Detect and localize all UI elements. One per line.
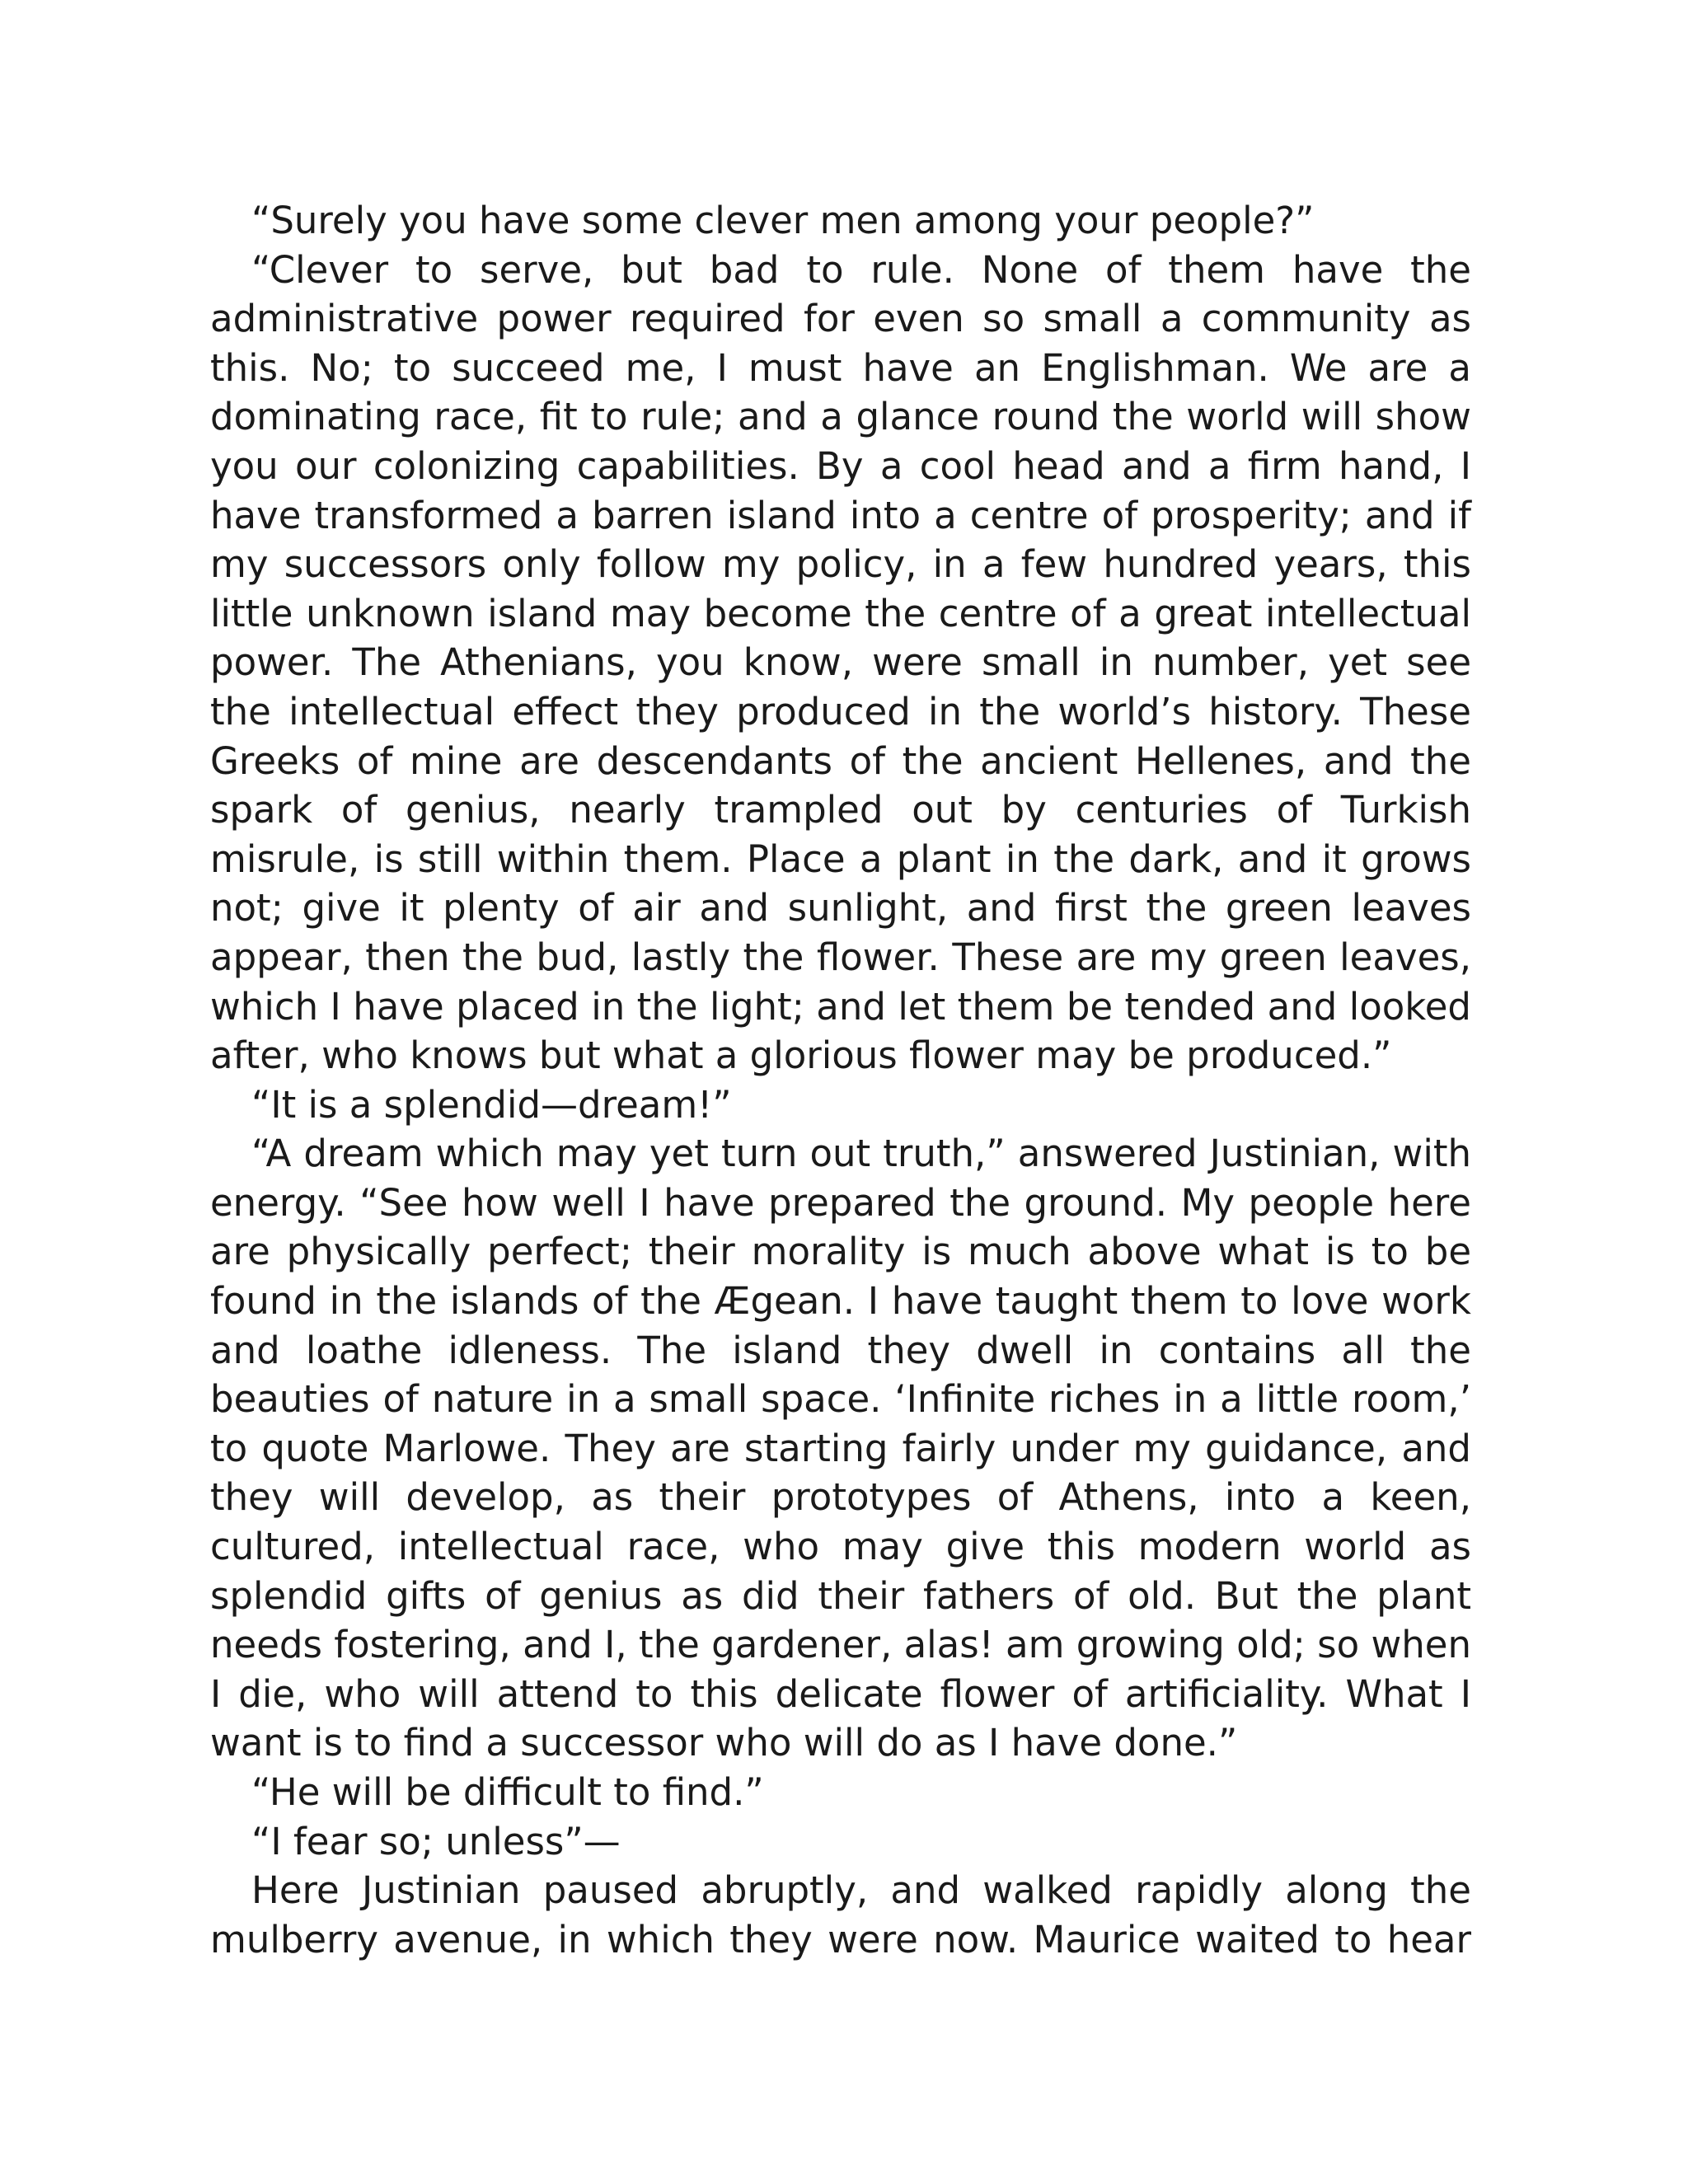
paragraph-englishman-successor: “Clever to serve, but bad to rule. None of them have the administrative power required for even so small a community as this. No; to succeed me, I must have an Englishman. We are a dominating race, fit to rule; and a glance round the world will show you our colonizing capabilities. By a cool head and a firm hand, I have transformed a barren island into a centre of prosperity; and if my successors only follow my policy, in a few hundred years, this little unknown island may become the centre of a great intellectual power. The Athenians, you know, were small in number, yet see the intellectual effect they produced in the world’s history. These Greeks of mine are descendants of the ancient Hellenes, and the spark of genius, nearly trampled out by centuries of Turkish misrule, is still within them. Place a plant in the dark, and it grows not; give it plenty of air and sunlight, and first the green leaves appear, then the bud, lastly the flower. These are my green leaves, which I have placed in the light; and let them be tended and looked after, who knows but what a glorious flower may be produced.” (210, 247, 1471, 1078)
paragraph-dream-truth: “A dream which may yet turn out truth,” answered Justinian, with energy. “See how well I have prepared the ground. My people here are physically perfect; their morality is much above what is to be found in the islands of the Ægean. I have taught them to love work and loathe idleness. The island they dwell in contains all the beauties of nature in a small space. ‘Infinite riches in a little room,’ to quote Marlowe. They are starting fairly under my guidance, and they will develop, as their prototypes of Athens, into a keen, cultured, intellectual race, who may give this modern world as splendid gifts of genius as did their fathers of old. But the plant needs fostering, and I, the gardener, alas! am growing old; so when I die, who will attend to this delicate flower of artificiality. What I want is to find a successor who will do as I have done.” (210, 1132, 1471, 1765)
paragraph-difficult-to-find: “He will be difficult to find.” (251, 1770, 764, 1814)
paragraph-clever-men-question: “Surely you have some clever men among your people?” (251, 199, 1315, 242)
paragraph-splendid-dream: “It is a splendid—dream!” (251, 1082, 732, 1127)
paragraph-fear-unless: “I fear so; unless”— (251, 1819, 621, 1863)
book-page-text (210, 196, 1471, 1964)
paragraph-justinian-paused: Here Justinian paused abruptly, and walked rapidly along the mulberry avenue, in which they were now. Maurice waited to hear (210, 1868, 1471, 1961)
